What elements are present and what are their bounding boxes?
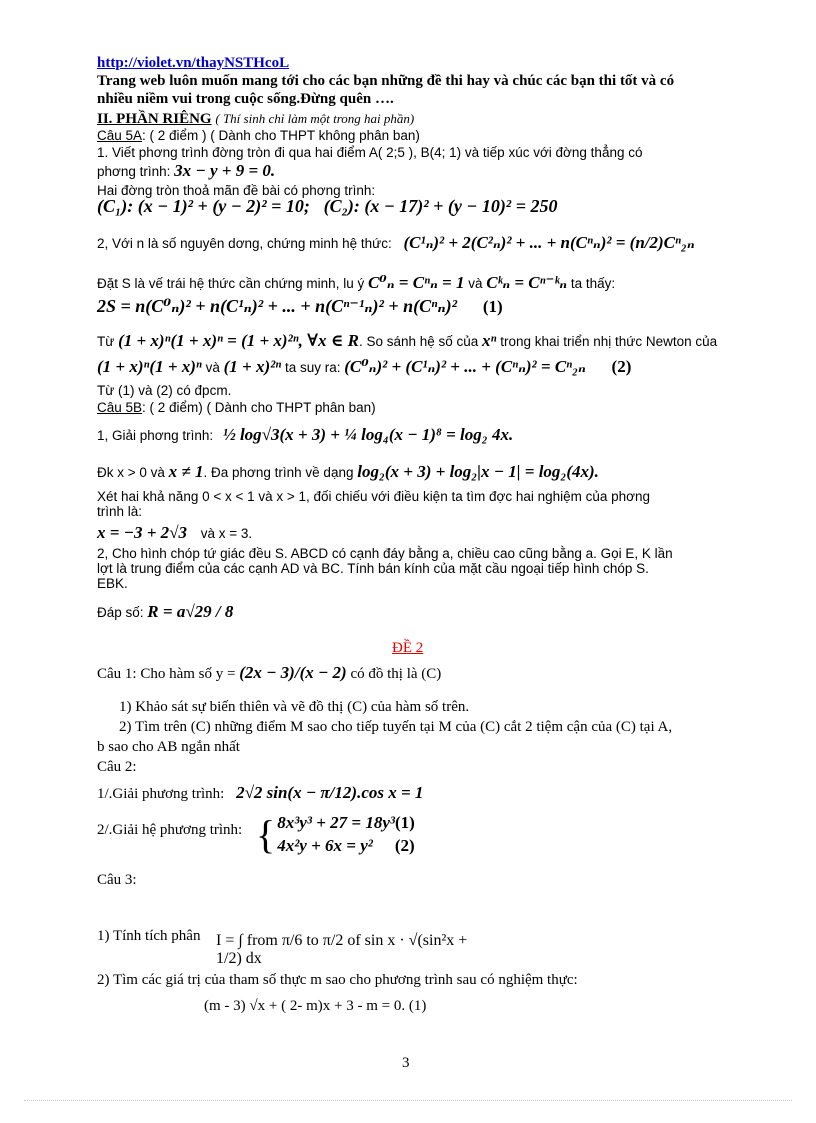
de2-title: ĐỀ 2 [392,640,424,656]
xet-line-2: trình là: [97,504,143,519]
intro-line-1: Trang web luôn muốn mang tới cho các bạn những đề thi hay và chúc các bạn thi tốt và có [97,73,675,89]
system-row-2 [277,835,415,858]
q1-label: Câu 1: Cho hàm số y = [97,666,236,682]
cau5a-let-line [97,274,615,292]
dk-line [97,463,599,481]
q1-line [97,664,441,683]
tangent-equation: 3x − y + 9 = 0. [174,161,276,180]
q3-part-b: 2) Tìm các giá trị của tham số thực m sao cho phương trình sau có nghiệm thực: [97,972,578,988]
let-and: và [468,276,483,291]
integral-expression-text: I = ∫ from π/6 to π/2 of sin x · √(sin²x + 1/2) dx [216,932,468,967]
root-1: x = −3 + 2√3 [97,523,188,542]
answer-value: R = a√29 / 8 [147,602,234,621]
let-text-1: Đặt S là vế trái hệ thức cần chứng minh, lu ý [97,276,365,291]
q1-part-b-line1: 2) Tìm trên (C) những điểm M sao cho tiếp tuyến tại M của (C) cắt 2 tiệm cận của (C) tại A, [119,719,673,735]
q3-part-a-text: 1) Tính tích phân [97,928,201,944]
system-row-1 [277,812,415,835]
cau5a-answer-intro: Hai đờng tròn thoả mãn đề bài có phơng trình: [97,183,376,198]
integral-expression [216,890,496,970]
system-tag-1: (1) [394,813,415,832]
answer-label: Đáp số: [97,605,144,620]
cau5b-p2-line1: 2, Cho hình chóp tứ giác đều S. ABCD có cạnh đáy bằng a, chiều cao cũng bằng a. Gọi E, K lần [97,546,673,561]
dk-text-1: Đk x > 0 và [97,465,165,480]
log-equation: ½ log√3(x + 3) + ¼ log₄(x − 1)⁸ = log₂ 4x. [222,425,514,444]
tu-rest-2: trong khai triển nhị thức Newton của [500,334,718,349]
xet-line-1: Xét hai khả năng 0 < x < 1 và x > 1, đối chiếu với điều kiện ta tìm đợc hai nghiệm của phơng [97,489,651,504]
dk-neq: x ≠ 1 [168,462,204,481]
circle-equations [97,198,557,217]
cau5b-p2-line2: lợt là trung điểm của các cạnh AD và BC. Tính bán kính của mặt cầu ngoại tiếp hình chóp S. [97,561,649,576]
q2-part-a-equation: 2√2 sin(x − π/12).cos x = 1 [236,783,424,802]
site-link-line [97,55,289,72]
tu-line [97,332,717,350]
eq-2: (C⁰ₙ)² + (C¹ₙ)² + ... + (Cⁿₙ)² = Cⁿ₂ₙ [344,357,586,376]
let-eq-2: Cᵏₙ = Cⁿ⁻ᵏₙ [486,273,568,292]
cau5a-heading [97,127,420,144]
expand-line [97,358,631,376]
page-number: 3 [402,1055,410,1071]
expand-power: (1 + x)²ⁿ [223,357,282,376]
q1-part-b-line2: b sao cho AB ngắn nhất [97,739,240,755]
system-eq-2: 4x²y + 6x = y² [277,836,373,855]
q3-part-a [97,928,200,945]
q2-part-a-text: 1/.Giải phương trình: [97,786,225,802]
dk-equation: log₂(x + 3) + log₂|x − 1| = log₂(4x). [357,462,599,481]
system-tag-2: (2) [394,836,415,855]
q1-function: (2x − 3)/(x − 2) [239,663,347,682]
expand-and: và [205,360,220,375]
cau5a-p1-line2 [97,162,275,180]
intro-line-2: nhiều niềm vui trong cuộc sống.Đừng quên …. [97,91,394,107]
system-of-equations [256,812,415,858]
q2-part-a [97,784,423,803]
cau5a-p2 [97,234,695,252]
tu-rest-1: . So sánh hệ số của [358,334,479,349]
system-rows [277,812,415,858]
q2-part-b [97,822,242,839]
eq-2-tag: (2) [611,357,632,376]
expand-product: (1 + x)ⁿ(1 + x)ⁿ [97,357,202,376]
let-eq-1: C⁰ₙ = Cⁿₙ = 1 [367,273,465,292]
eq-2s-tag: (1) [482,297,503,316]
cau5b-heading-rest: : ( 2 điểm) ( Dành cho THPT phân ban) [142,400,376,415]
q3-part-b-equation: (m - 3) √x + ( 2- m)x + 3 - m = 0. (1) [204,998,427,1014]
system-eq-1: 8x³y³ + 27 = 18y³ [277,813,395,832]
answer-line [97,603,233,621]
root-2: và x = 3. [200,526,253,541]
roots-line [97,524,252,542]
cau5b-p1 [97,426,513,444]
site-link[interactable]: http://violet.vn/thayNSTHcoL [97,55,290,71]
q2-part-b-text: 2/.Giải hệ phương trình: [97,822,243,838]
section-note: ( Thí sinh chỉ làm một trong hai phần) [215,111,415,126]
cau5b-label: Câu 5B [97,400,143,415]
xn-term: xⁿ [482,331,497,350]
cau5a-p1-line1: 1. Viết phơng trình đờng tròn đi qua hai điểm A( 2;5 ), B(4; 1) và tiếp xúc với đờng thẳng có [97,145,643,160]
cau5b-p1-text: 1, Giải phơng trình: [97,428,214,443]
section-title: II. PHẦN RIÊNG [97,111,212,127]
page-edge-divider [24,1100,792,1101]
tu-equation: (1 + x)ⁿ(1 + x)ⁿ = (1 + x)²ⁿ, ∀x ∈ R [118,331,359,350]
circle-c2-equation: (C₂): (x − 17)² + (y − 10)² = 250 [323,196,558,216]
q1-rest: có đồ thị là (C) [350,666,442,682]
section-heading [97,110,414,128]
tu-text: Từ [97,334,115,349]
dk-text-2: . Đa phơng trình về dạng [203,465,354,480]
system-brace: { [256,812,276,857]
q1-part-a: 1) Khảo sát sự biến thiên và vẽ đồ thị (C) của hàm số trên. [119,699,470,715]
q2-label: Câu 2: [97,759,137,775]
cau5b-p2-line3: EBK. [97,576,128,591]
expand-rest: ta suy ra: [284,360,341,375]
eq-2s-line [97,298,503,317]
q3-label: Câu 3: [97,872,137,888]
cau5a-heading-rest: : ( 2 điểm ) ( Dành cho THPT không phân ban) [142,128,420,143]
let-text-2: ta thấy: [570,276,616,291]
circle-c1-equation: (C₁): (x − 1)² + (y − 2)² = 10; [97,196,310,216]
binomial-identity: (C¹ₙ)² + 2(C²ₙ)² + ... + n(Cⁿₙ)² = (n/2)Cⁿ₂ₙ [403,233,695,252]
cau5a-p1-line2-text: phơng trình: [97,164,171,179]
cau5b-heading [97,399,376,416]
cau5a-label: Câu 5A [97,128,143,143]
cau5a-p2-text: 2, Với n là số nguyên dơng, chứng minh hệ thức: [97,236,392,251]
cau5a-conclusion: Từ (1) và (2) có đpcm. [97,383,232,398]
eq-2s: 2S = n(C⁰ₙ)² + n(C¹ₙ)² + ... + n(Cⁿ⁻¹ₙ)² + n(Cⁿₙ)² [97,296,458,316]
